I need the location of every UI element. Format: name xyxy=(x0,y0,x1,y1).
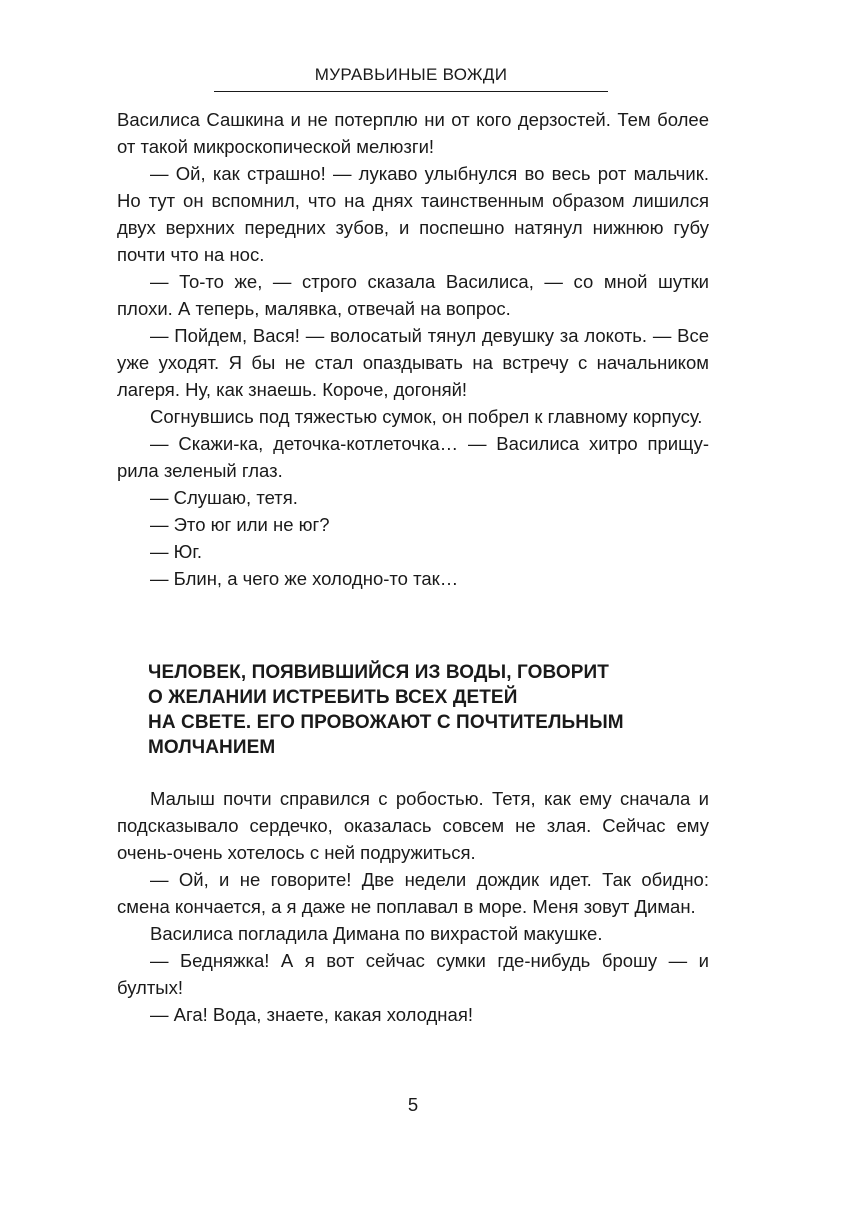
text-block-top xyxy=(117,106,709,592)
text-block-bottom xyxy=(117,785,709,1028)
paragraph: Василиса Сашкина и не потерплю ни от кого дерзостей. Тем более от такой микроскопической мелюзги! xyxy=(117,109,709,157)
paragraph: Согнувшись под тяжестью сумок, он побрел к главному корпусу. xyxy=(150,406,703,427)
paragraph: Малыш почти справился с робостью. Тетя, как ему сначала и подсказывало сердечко, оказалась совсем не злая. Сейчас ему очень-очень хотелось с ней подружиться. xyxy=(117,788,709,863)
chapter-heading-line: О ЖЕЛАНИИ ИСТРЕБИТЬ ВСЕХ ДЕТЕЙ xyxy=(148,687,518,708)
chapter-heading xyxy=(148,660,668,760)
paragraph: — Пойдем, Вася! — волосатый тянул девушку за локоть. — Все уже уходят. Я бы не стал опаздывать на встречу с начальником лагеря. Ну, как знаешь. Короче, догоняй! xyxy=(117,325,709,400)
paragraph: — Бедняжка! А я вот сейчас сумки где-нибудь брошу — и бултых! xyxy=(117,950,709,998)
paragraph: — То-то же, — строго сказала Василиса, — со мной шутки плохи. А теперь, малявка, отвечай на вопрос. xyxy=(117,271,709,319)
paragraph: — Ага! Вода, знаете, какая холодная! xyxy=(150,1004,473,1025)
paragraph: Василиса погладила Димана по вихрастой макушке. xyxy=(150,923,603,944)
paragraph: — Ой, как страшно! — лукаво улыбнулся во весь рот мальчик. Но тут он вспомнил, что на днях таинственным образом лишился двух верхних передних зубов, и поспешно натянул нижнюю губу почти что на нос. xyxy=(117,163,709,265)
page-number: 5 xyxy=(407,1094,419,1115)
chapter-heading-line: НА СВЕТЕ. ЕГО ПРОВОЖАЮТ С ПОЧТИТЕЛЬНЫМ xyxy=(148,712,624,733)
chapter-heading-line: ЧЕЛОВЕК, ПОЯВИВШИЙСЯ ИЗ ВОДЫ, ГОВОРИТ xyxy=(148,662,609,683)
paragraph: — Это юг или не юг? xyxy=(150,514,330,535)
paragraph: — Слушаю, тетя. xyxy=(150,487,298,508)
paragraph: — Скажи-ка, деточка-котлеточка… — Василиса хитро прищурила зеленый глаз. xyxy=(117,433,709,481)
running-head-rule xyxy=(214,91,608,92)
paragraph: — Юг. xyxy=(150,541,202,562)
running-head: МУРАВЬИНЫЕ ВОЖДИ xyxy=(314,65,508,84)
paragraph: — Ой, и не говорите! Две недели дождик идет. Так обидно: смена кончается, а я даже не поплавал в море. Меня зовут Диман. xyxy=(117,869,709,917)
chapter-heading-line: МОЛЧАНИЕМ xyxy=(148,737,276,758)
paragraph: — Блин, а чего же холодно-то так… xyxy=(150,568,459,589)
